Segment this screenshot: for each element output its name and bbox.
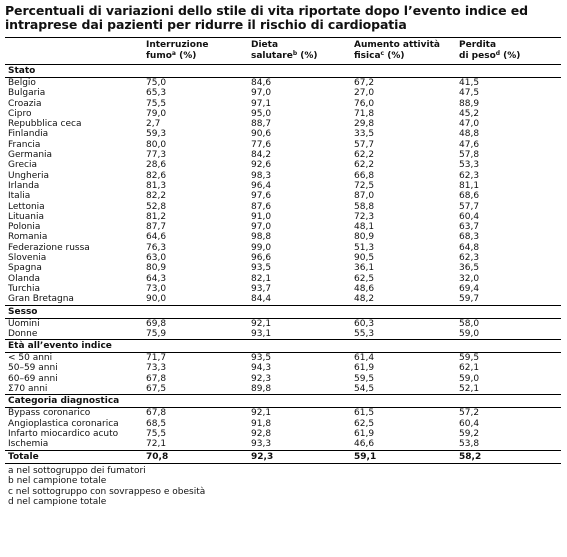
value-cell: 87,6 (251, 201, 272, 212)
value-cell: 94,3 (251, 363, 272, 374)
value-cell: 77,6 (251, 139, 272, 150)
value-cell: 72,3 (354, 211, 375, 222)
row-label: Finlandia (8, 129, 49, 140)
value-cell: 28,6 (146, 160, 167, 171)
value-cell: 80,9 (146, 263, 167, 274)
value-cell: 63,0 (146, 253, 167, 264)
header-weight-line2: di peso (459, 51, 496, 61)
header-smoking-unit: (%) (175, 51, 197, 61)
value-cell: 93,5 (251, 263, 272, 274)
footnote: c nel sottogruppo con sovrappeso e obesità (8, 486, 206, 497)
value-cell: 65,3 (146, 88, 167, 99)
value-cell: 36,5 (459, 263, 480, 274)
value-cell: 66,8 (354, 170, 375, 181)
value-cell: 53,3 (459, 160, 480, 171)
table-row (5, 294, 561, 305)
value-cell: 63,7 (459, 222, 480, 233)
table-row (5, 78, 561, 89)
value-cell: 96,4 (251, 180, 272, 191)
value-cell: 68,3 (459, 232, 480, 243)
header-empty-cell (5, 38, 143, 65)
table-row (5, 408, 561, 419)
value-cell: 67,8 (146, 373, 167, 384)
value-cell: 80,9 (354, 232, 375, 243)
row-label: Francia (8, 139, 41, 150)
value-cell: 75,5 (146, 98, 167, 109)
value-cell: 2,7 (146, 119, 161, 130)
table-row (5, 99, 561, 109)
value-cell: 97,0 (251, 88, 272, 99)
value-cell: 48,1 (354, 222, 375, 233)
value-cell: 59,5 (354, 373, 375, 384)
value-cell: 87,0 (354, 191, 375, 202)
row-label: Ischemia (5, 439, 143, 450)
table-row (5, 88, 561, 98)
value-cell: 29,8 (354, 119, 375, 130)
value-cell: 67,2 (354, 78, 375, 88)
value-cell: 84,6 (251, 78, 272, 88)
value-cell: 82,6 (146, 170, 167, 181)
row-label: Croazia (8, 98, 42, 109)
table-row (5, 191, 561, 201)
value-cell: 53,8 (456, 439, 561, 450)
total-value: 58,2 (456, 450, 561, 463)
total-label: Totale (5, 450, 143, 463)
table-row (5, 274, 561, 284)
row-label: Angioplastica coronarica (8, 418, 119, 429)
value-cell: 47,0 (459, 119, 480, 130)
value-cell: 82,1 (251, 273, 272, 284)
table-row (5, 329, 561, 340)
value-cell: 33,5 (354, 129, 375, 140)
row-label: Belgio (8, 78, 36, 88)
value-cell: 98,3 (251, 170, 272, 181)
total-value: 59,1 (351, 450, 456, 463)
header-activity (351, 38, 456, 65)
value-cell: 54,5 (351, 384, 456, 395)
header-diet-sup: b (292, 50, 298, 57)
row-label: Bulgaria (8, 88, 46, 99)
value-cell: 62,5 (354, 418, 375, 429)
value-cell: 99,0 (251, 242, 272, 253)
value-cell: 47,5 (459, 88, 480, 99)
row-label: Polonia (8, 222, 41, 233)
value-cell: 59,7 (456, 294, 561, 305)
value-cell: 71,8 (354, 108, 375, 119)
value-cell: 59,0 (459, 373, 480, 384)
header-activity-unit: (%) (384, 51, 405, 61)
table-row (5, 284, 561, 294)
table-row (5, 140, 561, 150)
header-weight-line1: Perdita (459, 40, 497, 50)
row-label: Bypass coronarico (8, 408, 91, 419)
row-label: Ungheria (8, 170, 49, 181)
value-cell: 91,0 (251, 211, 272, 222)
value-cell: 69,8 (146, 318, 167, 329)
value-cell: 64,8 (459, 242, 480, 253)
row-label: 60–69 anni (8, 373, 58, 384)
value-cell: 69,4 (459, 283, 480, 294)
row-label: Slovenia (8, 253, 47, 264)
section-label: Età all’evento indice (5, 340, 561, 353)
row-label: Olanda (8, 273, 41, 284)
value-cell: 57,8 (459, 150, 480, 161)
value-cell: 96,6 (251, 253, 272, 264)
value-cell: 55,3 (351, 329, 456, 340)
value-cell: 90,5 (354, 253, 375, 264)
value-cell: 79,0 (146, 108, 167, 119)
value-cell: 36,1 (354, 263, 375, 274)
value-cell: 88,7 (251, 119, 272, 130)
value-cell: 91,8 (251, 418, 272, 429)
value-cell: 98,8 (251, 232, 272, 243)
row-label: Lettonia (8, 201, 45, 212)
value-cell: 60,4 (459, 211, 480, 222)
row-label: Repubblica ceca (8, 119, 82, 130)
value-cell: 82,2 (146, 191, 167, 202)
table-row (5, 263, 561, 273)
value-cell: 61,4 (354, 353, 375, 364)
header-activity-line1: Aumento attività (354, 40, 440, 50)
value-cell: 95,0 (251, 108, 272, 119)
value-cell: 92,3 (251, 373, 272, 384)
header-weight-sup: d (495, 50, 501, 57)
value-cell: 90,0 (143, 294, 248, 305)
value-cell: 58,8 (354, 201, 375, 212)
value-cell: 72,1 (143, 439, 248, 450)
value-cell: 68,5 (146, 418, 167, 429)
value-cell: 52,8 (146, 201, 167, 212)
header-activity-sup: c (380, 50, 385, 57)
value-cell: 93,1 (248, 329, 351, 340)
value-cell: 46,6 (351, 439, 456, 450)
table-row (5, 439, 561, 450)
row-label: Irlanda (8, 180, 40, 191)
value-cell: 81,1 (459, 180, 480, 191)
header-smoking-sup: a (171, 50, 176, 57)
value-cell: 57,7 (354, 139, 375, 150)
value-cell: 27,0 (354, 88, 375, 99)
value-cell: 76,0 (354, 98, 375, 109)
value-cell: 75,5 (146, 428, 167, 439)
value-cell: 76,3 (146, 242, 167, 253)
row-label: Spagna (8, 263, 42, 274)
row-label: Uomini (8, 318, 40, 329)
value-cell: 93,3 (248, 439, 351, 450)
table-row (5, 374, 561, 384)
header-weight-unit: (%) (500, 51, 521, 61)
table-title: Percentuali di variazioni dello stile di vita riportate dopo l’evento indice ed intraprese dai pazienti per ridurre il rischio di cardiopatia (5, 3, 529, 32)
section-header-row (5, 395, 561, 408)
row-label: 50–59 anni (8, 363, 58, 374)
section-header-row (5, 340, 561, 353)
table-row (5, 150, 561, 160)
table-row (5, 363, 561, 373)
header-diet-unit: (%) (297, 51, 318, 61)
table-body (5, 65, 561, 464)
table-row (5, 253, 561, 263)
value-cell: 61,9 (354, 363, 375, 374)
value-cell: 59,3 (146, 129, 167, 140)
value-cell: 45,2 (459, 108, 480, 119)
value-cell: 64,6 (146, 232, 167, 243)
value-cell: 88,9 (459, 98, 480, 109)
section-header-row (5, 305, 561, 318)
value-cell: 61,9 (354, 428, 375, 439)
table-row (5, 109, 561, 119)
table-row (5, 119, 561, 129)
value-cell: 75,0 (146, 78, 167, 88)
value-cell: 48,6 (354, 283, 375, 294)
total-row (5, 450, 561, 463)
value-cell: 97,0 (251, 222, 272, 233)
footnote: d nel campione totale (8, 497, 107, 507)
table-row (5, 419, 561, 429)
table-row (5, 429, 561, 439)
value-cell: 47,6 (459, 139, 480, 150)
value-cell: 62,5 (354, 273, 375, 284)
value-cell: 62,2 (354, 160, 375, 171)
row-label: Cipro (8, 108, 32, 119)
footnote: a nel sottogruppo dei fumatori (8, 465, 146, 476)
value-cell: 62,3 (459, 253, 480, 264)
value-cell: 97,6 (251, 191, 272, 202)
table-row (5, 129, 561, 139)
value-cell: 84,4 (248, 294, 351, 305)
footnote: b nel campione totale (8, 476, 107, 486)
value-cell: 77,3 (146, 150, 167, 161)
value-cell: 72,5 (354, 180, 375, 191)
value-cell: 64,3 (146, 273, 167, 284)
row-label: Italia (8, 191, 31, 202)
row-label: Turchia (8, 283, 41, 294)
table-row (5, 181, 561, 191)
row-label: Federazione russa (8, 242, 90, 253)
footnotes (5, 466, 561, 508)
header-smoking (143, 38, 248, 65)
table-row (5, 232, 561, 242)
value-cell: 93,5 (251, 353, 272, 364)
value-cell: 62,3 (459, 170, 480, 181)
header-diet (248, 38, 351, 65)
value-cell: 60,3 (354, 318, 375, 329)
value-cell: 89,8 (248, 384, 351, 395)
header-weight (456, 38, 561, 65)
row-label: Σ70 anni (5, 384, 143, 395)
section-label: Sesso (5, 305, 561, 318)
value-cell: 73,3 (146, 363, 167, 374)
header-diet-line2: salutare (251, 51, 293, 61)
row-label: Germania (8, 150, 53, 161)
row-label: Romania (8, 232, 48, 243)
value-cell: 68,6 (459, 191, 480, 202)
value-cell: 84,2 (251, 150, 272, 161)
value-cell: 52,1 (456, 384, 561, 395)
value-cell: 62,1 (459, 363, 480, 374)
value-cell: 67,5 (143, 384, 248, 395)
value-cell: 59,0 (456, 329, 561, 340)
value-cell: 81,3 (146, 180, 167, 191)
value-cell: 92,6 (251, 160, 272, 171)
value-cell: 71,7 (146, 353, 167, 364)
table-row (5, 222, 561, 232)
header-row (5, 38, 561, 65)
table-row (5, 212, 561, 222)
value-cell: 48,8 (459, 129, 480, 140)
section-label: Stato (5, 65, 561, 78)
table-row (5, 243, 561, 253)
table-row (5, 171, 561, 181)
value-cell: 41,5 (459, 78, 480, 88)
value-cell: 59,2 (459, 428, 480, 439)
header-activity-line2: fisica (354, 51, 381, 61)
lifestyle-table (5, 37, 561, 464)
value-cell: 59,5 (459, 353, 480, 364)
value-cell: 51,3 (354, 242, 375, 253)
value-cell: 32,0 (459, 273, 480, 284)
value-cell: 92,8 (251, 428, 272, 439)
value-cell: 61,5 (354, 408, 375, 419)
table-row (5, 353, 561, 364)
header-smoking-line1: Interruzione (146, 40, 209, 50)
value-cell: 60,4 (459, 418, 480, 429)
table-row (5, 384, 561, 395)
total-value: 70,8 (143, 450, 248, 463)
row-label: Lituania (8, 211, 44, 222)
row-label: Gran Bretagna (5, 294, 143, 305)
value-cell: 75,9 (143, 329, 248, 340)
row-label: Donne (5, 329, 143, 340)
value-cell: 67,8 (146, 408, 167, 419)
header-smoking-line2: fumo (146, 51, 172, 61)
section-header-row (5, 65, 561, 78)
value-cell: 58,0 (459, 318, 480, 329)
row-label: < 50 anni (8, 353, 53, 364)
value-cell: 57,7 (459, 201, 480, 212)
value-cell: 80,0 (146, 139, 167, 150)
header-diet-line1: Dieta (251, 40, 279, 50)
total-value: 92,3 (248, 450, 351, 463)
value-cell: 62,2 (354, 150, 375, 161)
section-label: Categoria diagnostica (5, 395, 561, 408)
table-row (5, 160, 561, 170)
value-cell: 92,1 (251, 318, 272, 329)
value-cell: 81,2 (146, 211, 167, 222)
row-label: Infarto miocardico acuto (8, 428, 119, 439)
value-cell: 90,6 (251, 129, 272, 140)
value-cell: 97,1 (251, 98, 272, 109)
value-cell: 93,7 (251, 283, 272, 294)
row-label: Grecia (8, 160, 37, 171)
value-cell: 57,2 (459, 408, 480, 419)
table-row (5, 318, 561, 329)
value-cell: 48,2 (351, 294, 456, 305)
value-cell: 92,1 (251, 408, 272, 419)
value-cell: 87,7 (146, 222, 167, 233)
table-row (5, 202, 561, 212)
value-cell: 73,0 (146, 283, 167, 294)
